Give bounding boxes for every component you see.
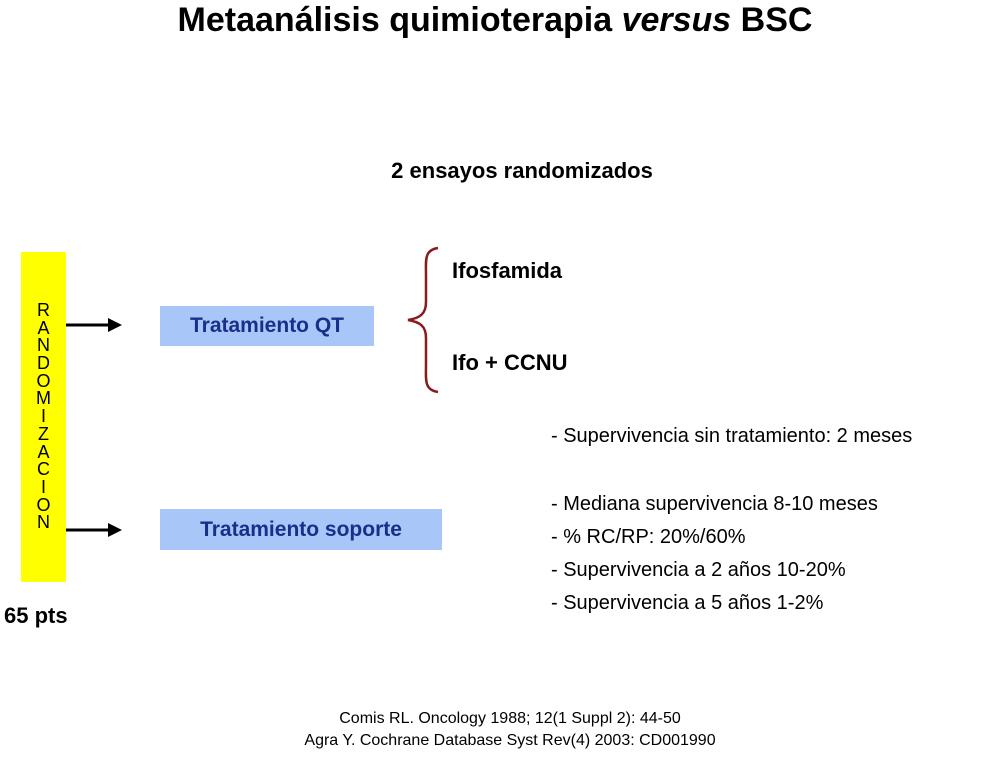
randomization-letter: O xyxy=(36,494,51,515)
stat-line: - Supervivencia a 2 años 10-20% xyxy=(551,559,846,581)
stat-line: - % RC/RP: 20%/60% xyxy=(551,526,746,548)
curly-brace-icon xyxy=(404,246,442,394)
patient-count: 65 pts xyxy=(4,603,68,628)
randomization-letter: A xyxy=(37,441,50,462)
arm-supportive-care: Tratamiento soporte xyxy=(160,509,442,550)
randomization-letter: O xyxy=(36,370,51,391)
randomization-letter: R xyxy=(37,299,50,320)
stat-line: - Supervivencia a 5 años 1-2% xyxy=(551,592,824,614)
randomization-letter: M xyxy=(36,388,51,409)
reference-line: Comis RL. Oncology 1988; 12(1 Suppl 2): 44-50 xyxy=(339,710,681,727)
references xyxy=(200,708,820,754)
title-part2: BSC xyxy=(731,1,813,39)
randomization-letter: D xyxy=(37,353,50,374)
randomization-bar xyxy=(21,252,66,582)
randomization-letter: N xyxy=(37,335,50,356)
subtitle: 2 ensayos randomizados xyxy=(391,158,653,183)
randomization-letter: I xyxy=(40,476,46,497)
stat-line: - Mediana supervivencia 8-10 meses xyxy=(551,493,878,515)
untreated-survival-note xyxy=(551,420,912,453)
regimen-ifosfamide: Ifosfamida xyxy=(452,258,563,283)
reference-line: Agra Y. Cochrane Database Syst Rev(4) 2003: CD001990 xyxy=(304,732,716,749)
stat-line: - Supervivencia sin tratamiento: 2 meses xyxy=(551,425,913,447)
arm-chemotherapy: Tratamiento QT xyxy=(160,306,374,346)
regimen-ifo-ccnu: Ifo + CCNU xyxy=(452,350,568,375)
title-part1: Metaanálisis quimioterapia xyxy=(177,1,622,39)
randomization-letter: I xyxy=(40,406,46,427)
randomization-letter: A xyxy=(37,317,50,338)
randomization-letter: C xyxy=(37,459,50,480)
arrow-right-icon xyxy=(66,520,122,540)
randomization-letter: Z xyxy=(38,423,49,444)
slide-title xyxy=(0,0,990,40)
arrow-right-icon xyxy=(66,315,122,335)
randomization-letter: N xyxy=(37,512,50,533)
title-emphasis: versus xyxy=(621,1,732,39)
results-list xyxy=(551,488,878,620)
